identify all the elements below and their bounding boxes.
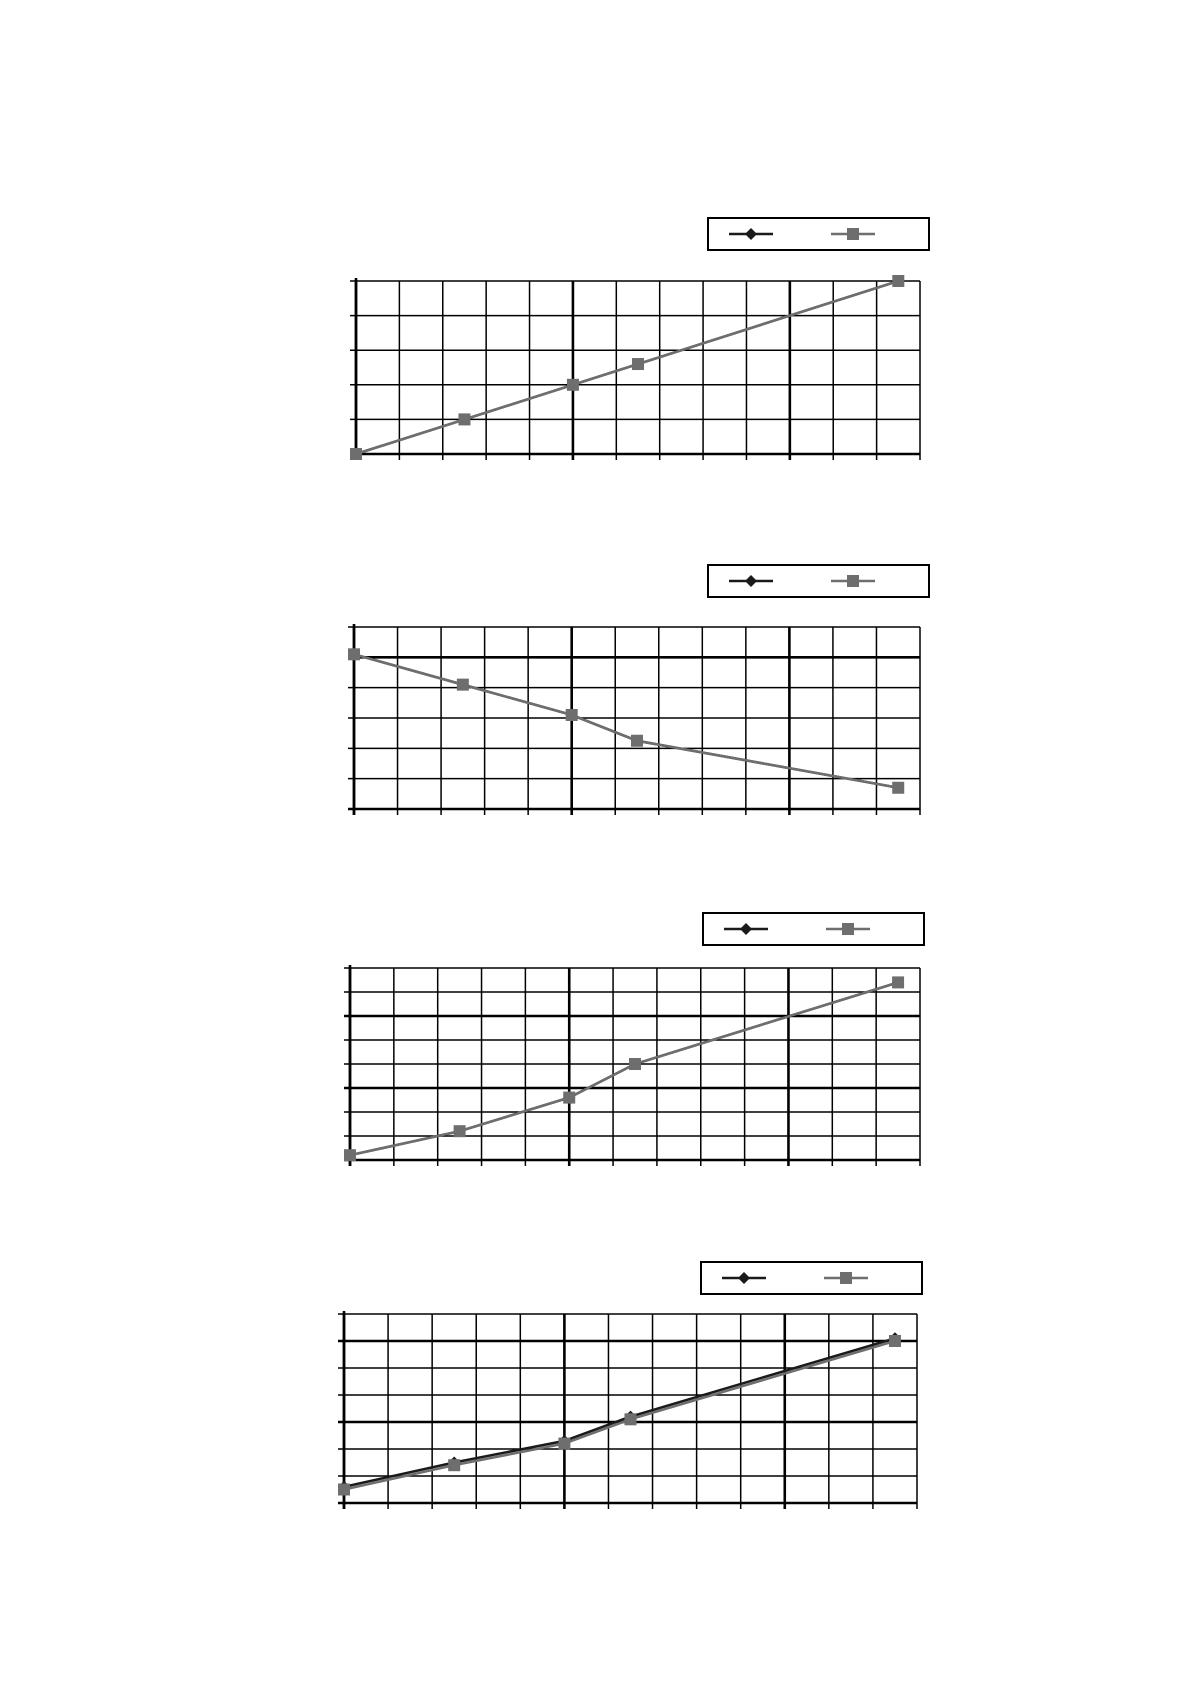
chart-2 (348, 565, 929, 815)
square-icon (840, 1272, 852, 1284)
chart-3 (344, 913, 924, 1166)
series-line (344, 1338, 895, 1487)
series-line (354, 654, 898, 787)
series-2 (344, 976, 904, 1161)
data-point (892, 976, 904, 988)
data-point (889, 1335, 901, 1347)
series-1 (338, 1332, 901, 1493)
grid (338, 1311, 917, 1509)
data-point (458, 413, 470, 425)
series-2 (350, 275, 904, 460)
square-icon (847, 575, 859, 587)
series-1 (348, 648, 904, 793)
data-point (631, 735, 643, 747)
legend (703, 913, 924, 945)
data-point (632, 358, 644, 370)
data-point (348, 648, 360, 660)
square-icon (847, 228, 859, 240)
chart-1 (350, 218, 929, 460)
data-point (625, 1413, 637, 1425)
data-point (566, 709, 578, 721)
grid (348, 624, 920, 815)
data-point (454, 1125, 466, 1137)
data-point (344, 1149, 356, 1161)
series-2 (338, 1335, 901, 1496)
series-line (356, 281, 898, 454)
series-line (354, 654, 898, 787)
data-point (563, 1092, 575, 1104)
data-point (629, 1058, 641, 1070)
series-2 (348, 648, 904, 793)
series-line (350, 982, 898, 1155)
data-point (338, 1484, 350, 1496)
data-point (567, 379, 579, 391)
legend (708, 218, 929, 250)
data-point (558, 1438, 570, 1450)
data-point (448, 1459, 460, 1471)
chart-4 (338, 1262, 922, 1509)
data-point (892, 275, 904, 287)
data-point (457, 679, 469, 691)
legend (701, 1262, 922, 1294)
square-icon (842, 923, 854, 935)
data-point (892, 782, 904, 794)
legend (708, 565, 929, 597)
data-point (350, 448, 362, 460)
